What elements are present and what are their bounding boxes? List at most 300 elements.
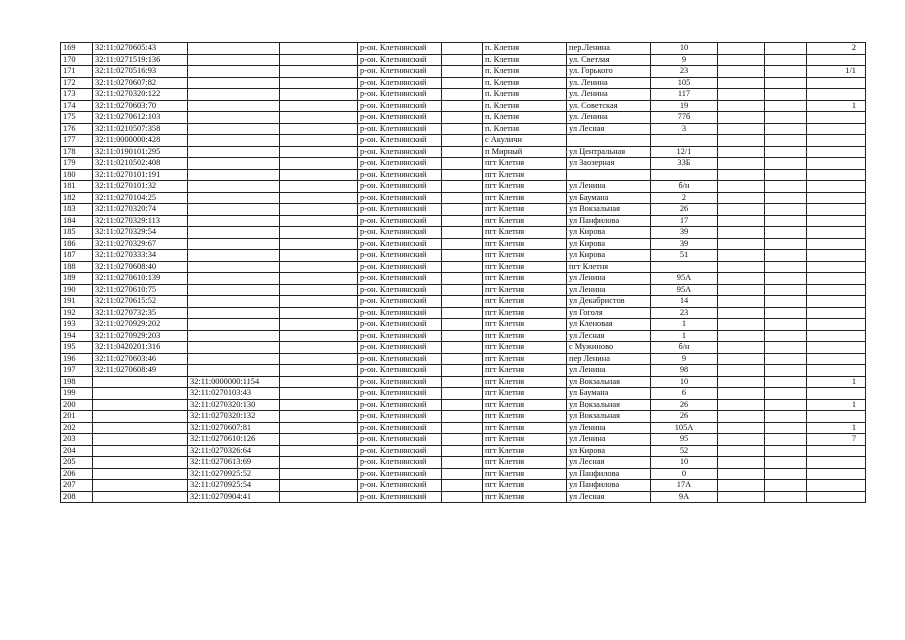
cell-blank-col-6 — [442, 342, 483, 354]
cell-note: 2 — [807, 43, 866, 55]
cell-note — [807, 89, 866, 101]
cell-cadastral-number-b — [188, 89, 280, 101]
cell-district: р-он. Клетнянский — [358, 227, 442, 239]
cell-settlement: пгт Клетня — [483, 434, 567, 446]
cell-street: ул Ленина — [567, 284, 651, 296]
cell-blank-col-4 — [280, 307, 358, 319]
cell-row-number: 208 — [61, 491, 93, 503]
cell-blank-col-4 — [280, 491, 358, 503]
cell-blank-col-6 — [442, 54, 483, 66]
cell-note — [807, 192, 866, 204]
cell-blank-col-11 — [765, 146, 807, 158]
table-row — [61, 135, 866, 147]
cell-blank-col-4 — [280, 445, 358, 457]
cell-house-number: 95 — [651, 434, 718, 446]
cell-blank-col-4 — [280, 146, 358, 158]
cell-cadastral-number-a: 32:11:0270101:191 — [93, 169, 188, 181]
cell-street: ул Кирова — [567, 227, 651, 239]
cell-cadastral-number-b — [188, 77, 280, 89]
cell-blank-col-10 — [718, 100, 765, 112]
cell-blank-col-10 — [718, 296, 765, 308]
cell-settlement: пгт Клетня — [483, 273, 567, 285]
cell-blank-col-11 — [765, 296, 807, 308]
cell-cadastral-number-b — [188, 238, 280, 250]
cell-cadastral-number-a — [93, 468, 188, 480]
cell-row-number: 186 — [61, 238, 93, 250]
cell-street: ул Гоголя — [567, 307, 651, 319]
cell-blank-col-6 — [442, 376, 483, 388]
cell-cadastral-number-a: 32:11:0270329:54 — [93, 227, 188, 239]
cell-cadastral-number-a: 32:11:0210507:358 — [93, 123, 188, 135]
cell-street: ул Кленовая — [567, 319, 651, 331]
cell-blank-col-10 — [718, 422, 765, 434]
cell-blank-col-4 — [280, 112, 358, 124]
cell-house-number: 1 — [651, 330, 718, 342]
cell-row-number: 188 — [61, 261, 93, 273]
cell-blank-col-6 — [442, 192, 483, 204]
cell-cadastral-number-b — [188, 66, 280, 78]
cell-house-number: 2 — [651, 192, 718, 204]
cell-cadastral-number-b: 32:11:0270326:64 — [188, 445, 280, 457]
cell-blank-col-11 — [765, 376, 807, 388]
cell-note — [807, 468, 866, 480]
cell-blank-col-4 — [280, 411, 358, 423]
cell-cadastral-number-b — [188, 342, 280, 354]
cell-house-number: 19 — [651, 100, 718, 112]
table-row — [61, 480, 866, 492]
cell-blank-col-11 — [765, 123, 807, 135]
cell-blank-col-4 — [280, 227, 358, 239]
cell-blank-col-6 — [442, 284, 483, 296]
cell-blank-col-4 — [280, 158, 358, 170]
cell-settlement: пгт Клетня — [483, 296, 567, 308]
cell-blank-col-6 — [442, 319, 483, 331]
cell-blank-col-4 — [280, 181, 358, 193]
cell-house-number: 17А — [651, 480, 718, 492]
cell-row-number: 187 — [61, 250, 93, 262]
cell-blank-col-6 — [442, 399, 483, 411]
cell-settlement: пгт Клетня — [483, 445, 567, 457]
cell-blank-col-11 — [765, 491, 807, 503]
cell-cadastral-number-b: 32:11:0000000:1154 — [188, 376, 280, 388]
cell-cadastral-number-a: 32:11:0270101:32 — [93, 181, 188, 193]
cell-note — [807, 169, 866, 181]
cell-street: ул. Ленина — [567, 89, 651, 101]
cell-settlement: пгт Клетня — [483, 399, 567, 411]
cell-note: 1 — [807, 422, 866, 434]
cell-cadastral-number-b — [188, 158, 280, 170]
cell-blank-col-10 — [718, 445, 765, 457]
cell-cadastral-number-b: 32:11:0270904:41 — [188, 491, 280, 503]
cell-cadastral-number-b — [188, 250, 280, 262]
cell-row-number: 172 — [61, 77, 93, 89]
table-row — [61, 169, 866, 181]
cell-blank-col-11 — [765, 204, 807, 216]
cell-blank-col-10 — [718, 457, 765, 469]
cell-blank-col-4 — [280, 66, 358, 78]
cell-blank-col-11 — [765, 330, 807, 342]
cell-cadastral-number-a: 32:11:0270603:46 — [93, 353, 188, 365]
cell-blank-col-11 — [765, 388, 807, 400]
cell-note — [807, 296, 866, 308]
table-row — [61, 192, 866, 204]
cell-street: ул Лесная — [567, 123, 651, 135]
cell-blank-col-10 — [718, 215, 765, 227]
cell-cadastral-number-a — [93, 422, 188, 434]
cell-district: р-он. Клетнянский — [358, 273, 442, 285]
cell-blank-col-4 — [280, 54, 358, 66]
cell-settlement: пгт Клетня — [483, 238, 567, 250]
cell-blank-col-11 — [765, 181, 807, 193]
cell-settlement: п. Клетня — [483, 54, 567, 66]
table-row — [61, 457, 866, 469]
cell-blank-col-6 — [442, 457, 483, 469]
cell-row-number: 190 — [61, 284, 93, 296]
cell-blank-col-10 — [718, 388, 765, 400]
cell-cadastral-number-a: 32:11:0270320:122 — [93, 89, 188, 101]
cell-district: р-он. Клетнянский — [358, 330, 442, 342]
cell-row-number: 201 — [61, 411, 93, 423]
cell-blank-col-10 — [718, 342, 765, 354]
cell-blank-col-6 — [442, 123, 483, 135]
cell-district: р-он. Клетнянский — [358, 54, 442, 66]
cell-house-number — [651, 169, 718, 181]
cell-district: р-он. Клетнянский — [358, 261, 442, 273]
cell-cadastral-number-a: 32:11:0270516:93 — [93, 66, 188, 78]
cell-house-number: 105А — [651, 422, 718, 434]
cell-blank-col-11 — [765, 250, 807, 262]
cell-street — [567, 169, 651, 181]
cell-row-number: 169 — [61, 43, 93, 55]
cell-blank-col-10 — [718, 284, 765, 296]
cell-cadastral-number-a: 32:11:0271519:136 — [93, 54, 188, 66]
cell-house-number: 117 — [651, 89, 718, 101]
cell-cadastral-number-a: 32:11:0270603:70 — [93, 100, 188, 112]
cell-row-number: 178 — [61, 146, 93, 158]
cell-note — [807, 457, 866, 469]
cell-blank-col-4 — [280, 399, 358, 411]
cell-blank-col-10 — [718, 273, 765, 285]
property-table — [60, 42, 866, 503]
cell-street: ул Кирова — [567, 250, 651, 262]
cell-cadastral-number-a: 32:11:0000000:428 — [93, 135, 188, 147]
cell-district: р-он. Клетнянский — [358, 89, 442, 101]
cell-street: ул Вокзальная — [567, 204, 651, 216]
cell-district: р-он. Клетнянский — [358, 100, 442, 112]
cell-note — [807, 261, 866, 273]
cell-cadastral-number-a — [93, 434, 188, 446]
cell-district: р-он. Клетнянский — [358, 491, 442, 503]
cell-blank-col-4 — [280, 192, 358, 204]
cell-note — [807, 215, 866, 227]
cell-blank-col-10 — [718, 468, 765, 480]
cell-row-number: 180 — [61, 169, 93, 181]
cell-settlement: пгт Клетня — [483, 457, 567, 469]
cell-district: р-он. Клетнянский — [358, 192, 442, 204]
table-row — [61, 273, 866, 285]
cell-cadastral-number-b: 32:11:0270613:69 — [188, 457, 280, 469]
cell-blank-col-6 — [442, 445, 483, 457]
cell-cadastral-number-a: 32:11:0270615:52 — [93, 296, 188, 308]
table-row — [61, 261, 866, 273]
cell-cadastral-number-b — [188, 296, 280, 308]
cell-cadastral-number-b: 32:11:0270103:43 — [188, 388, 280, 400]
cell-street: ул Ленина — [567, 273, 651, 285]
cell-cadastral-number-a: 32:11:0210502:408 — [93, 158, 188, 170]
cell-blank-col-11 — [765, 66, 807, 78]
cell-row-number: 183 — [61, 204, 93, 216]
cell-blank-col-4 — [280, 261, 358, 273]
cell-note — [807, 181, 866, 193]
cell-blank-col-10 — [718, 365, 765, 377]
cell-street: ул Центральная — [567, 146, 651, 158]
table-row — [61, 411, 866, 423]
cell-note — [807, 54, 866, 66]
cell-blank-col-6 — [442, 330, 483, 342]
cell-blank-col-11 — [765, 89, 807, 101]
cell-blank-col-4 — [280, 215, 358, 227]
cell-blank-col-4 — [280, 250, 358, 262]
cell-blank-col-4 — [280, 376, 358, 388]
cell-street: ул Баумана — [567, 388, 651, 400]
cell-row-number: 202 — [61, 422, 93, 434]
cell-district: р-он. Клетнянский — [358, 77, 442, 89]
cell-note — [807, 491, 866, 503]
cell-note — [807, 353, 866, 365]
cell-cadastral-number-b — [188, 181, 280, 193]
cell-settlement: пгт Клетня — [483, 330, 567, 342]
cell-blank-col-10 — [718, 491, 765, 503]
cell-cadastral-number-b — [188, 54, 280, 66]
cell-house-number: 51 — [651, 250, 718, 262]
cell-settlement: пгт Клетня — [483, 169, 567, 181]
cell-blank-col-11 — [765, 135, 807, 147]
cell-cadastral-number-b — [188, 192, 280, 204]
table-row — [61, 330, 866, 342]
cell-note: 1/1 — [807, 66, 866, 78]
table-row — [61, 307, 866, 319]
cell-note — [807, 204, 866, 216]
cell-street: ул Кирова — [567, 445, 651, 457]
cell-row-number: 177 — [61, 135, 93, 147]
table-row — [61, 434, 866, 446]
cell-blank-col-4 — [280, 330, 358, 342]
cell-street: ул Вокзальная — [567, 411, 651, 423]
table-body — [61, 43, 866, 503]
cell-settlement: п Мирный — [483, 146, 567, 158]
cell-cadastral-number-a: 32:11:0270929:203 — [93, 330, 188, 342]
cell-cadastral-number-a: 32:11:0420201:316 — [93, 342, 188, 354]
cell-blank-col-4 — [280, 238, 358, 250]
cell-district: р-он. Клетнянский — [358, 123, 442, 135]
cell-district: р-он. Клетнянский — [358, 146, 442, 158]
table-row — [61, 158, 866, 170]
cell-cadastral-number-a: 32:11:0270607:82 — [93, 77, 188, 89]
cell-street: ул Ленина — [567, 365, 651, 377]
cell-street: ул. Светлая — [567, 54, 651, 66]
cell-house-number: 52 — [651, 445, 718, 457]
cell-cadastral-number-a — [93, 491, 188, 503]
cell-note — [807, 123, 866, 135]
cell-blank-col-10 — [718, 89, 765, 101]
cell-note — [807, 411, 866, 423]
cell-district: р-он. Клетнянский — [358, 158, 442, 170]
table-row — [61, 422, 866, 434]
cell-blank-col-6 — [442, 388, 483, 400]
cell-house-number: 26 — [651, 399, 718, 411]
cell-row-number: 181 — [61, 181, 93, 193]
cell-row-number: 198 — [61, 376, 93, 388]
cell-house-number: 10 — [651, 376, 718, 388]
cell-cadastral-number-a: 32:11:0270732:35 — [93, 307, 188, 319]
cell-settlement: пгт Клетня — [483, 204, 567, 216]
cell-row-number: 200 — [61, 399, 93, 411]
cell-blank-col-10 — [718, 330, 765, 342]
table-row — [61, 77, 866, 89]
cell-settlement: пгт Клетня — [483, 342, 567, 354]
cell-blank-col-6 — [442, 89, 483, 101]
cell-house-number: 105 — [651, 77, 718, 89]
cell-cadastral-number-b — [188, 135, 280, 147]
cell-district: р-он. Клетнянский — [358, 66, 442, 78]
cell-street: ул Лесная — [567, 491, 651, 503]
cell-blank-col-4 — [280, 43, 358, 55]
cell-row-number: 196 — [61, 353, 93, 365]
cell-blank-col-10 — [718, 66, 765, 78]
cell-note: 1 — [807, 100, 866, 112]
cell-settlement: пгт Клетня — [483, 307, 567, 319]
cell-blank-col-10 — [718, 480, 765, 492]
cell-blank-col-6 — [442, 169, 483, 181]
cell-row-number: 199 — [61, 388, 93, 400]
cell-settlement: п. Клетня — [483, 89, 567, 101]
cell-row-number: 179 — [61, 158, 93, 170]
cell-row-number: 170 — [61, 54, 93, 66]
table-row — [61, 123, 866, 135]
cell-cadastral-number-b: 32:11:0270925:52 — [188, 468, 280, 480]
cell-blank-col-6 — [442, 307, 483, 319]
cell-street: пгт Клетня — [567, 261, 651, 273]
cell-district: р-он. Клетнянский — [358, 204, 442, 216]
cell-note — [807, 330, 866, 342]
cell-blank-col-11 — [765, 353, 807, 365]
cell-cadastral-number-b: 32:11:0270925:54 — [188, 480, 280, 492]
cell-street — [567, 135, 651, 147]
cell-settlement: п. Клетня — [483, 123, 567, 135]
cell-street: ул Ленина — [567, 181, 651, 193]
cell-district: р-он. Клетнянский — [358, 342, 442, 354]
table-row — [61, 43, 866, 55]
cell-row-number: 173 — [61, 89, 93, 101]
cell-district: р-он. Клетнянский — [358, 135, 442, 147]
cell-cadastral-number-b — [188, 227, 280, 239]
cell-street: ул Лесная — [567, 457, 651, 469]
cell-row-number: 171 — [61, 66, 93, 78]
cell-note — [807, 319, 866, 331]
table-row — [61, 112, 866, 124]
cell-row-number: 206 — [61, 468, 93, 480]
cell-settlement: пгт Клетня — [483, 284, 567, 296]
cell-blank-col-10 — [718, 353, 765, 365]
cell-district: р-он. Клетнянский — [358, 215, 442, 227]
cell-blank-col-6 — [442, 365, 483, 377]
table-row — [61, 319, 866, 331]
cell-cadastral-number-b — [188, 112, 280, 124]
cell-blank-col-6 — [442, 273, 483, 285]
cell-house-number: б/н — [651, 342, 718, 354]
cell-settlement: пгт Клетня — [483, 250, 567, 262]
table-row — [61, 100, 866, 112]
cell-street: ул Вокзальная — [567, 399, 651, 411]
cell-blank-col-6 — [442, 250, 483, 262]
cell-cadastral-number-b: 32:11:0270320:130 — [188, 399, 280, 411]
cell-blank-col-11 — [765, 307, 807, 319]
cell-note — [807, 112, 866, 124]
cell-street: ул. Советская — [567, 100, 651, 112]
cell-house-number: 3 — [651, 123, 718, 135]
table-row — [61, 296, 866, 308]
cell-district: р-он. Клетнянский — [358, 169, 442, 181]
cell-blank-col-10 — [718, 77, 765, 89]
cell-house-number — [651, 135, 718, 147]
cell-row-number: 197 — [61, 365, 93, 377]
cell-blank-col-6 — [442, 66, 483, 78]
cell-cadastral-number-a — [93, 445, 188, 457]
cell-blank-col-4 — [280, 123, 358, 135]
cell-blank-col-6 — [442, 215, 483, 227]
cell-house-number: б/н — [651, 181, 718, 193]
cell-cadastral-number-a: 32:11:0270608:40 — [93, 261, 188, 273]
cell-cadastral-number-b — [188, 353, 280, 365]
cell-district: р-он. Клетнянский — [358, 238, 442, 250]
cell-blank-col-10 — [718, 319, 765, 331]
cell-note — [807, 307, 866, 319]
cell-cadastral-number-b: 32:11:0270610:126 — [188, 434, 280, 446]
cell-street: ул Ленина — [567, 422, 651, 434]
cell-note: 1 — [807, 399, 866, 411]
cell-house-number: 95А — [651, 273, 718, 285]
cell-district: р-он. Клетнянский — [358, 445, 442, 457]
cell-settlement: пгт Клетня — [483, 319, 567, 331]
cell-blank-col-10 — [718, 307, 765, 319]
cell-settlement: пгт Клетня — [483, 491, 567, 503]
cell-blank-col-6 — [442, 411, 483, 423]
cell-blank-col-11 — [765, 238, 807, 250]
table-row — [61, 388, 866, 400]
cell-house-number: 77б — [651, 112, 718, 124]
cell-note — [807, 227, 866, 239]
cell-blank-col-10 — [718, 399, 765, 411]
cell-district: р-он. Клетнянский — [358, 376, 442, 388]
cell-blank-col-10 — [718, 227, 765, 239]
cell-blank-col-11 — [765, 342, 807, 354]
cell-blank-col-4 — [280, 480, 358, 492]
cell-row-number: 204 — [61, 445, 93, 457]
cell-house-number: 39 — [651, 238, 718, 250]
cell-note — [807, 135, 866, 147]
cell-blank-col-10 — [718, 158, 765, 170]
cell-blank-col-11 — [765, 261, 807, 273]
cell-blank-col-6 — [442, 181, 483, 193]
cell-street: ул Панфилова — [567, 468, 651, 480]
cell-cadastral-number-b — [188, 215, 280, 227]
cell-cadastral-number-b — [188, 284, 280, 296]
cell-settlement: пгт Клетня — [483, 480, 567, 492]
cell-settlement: п. Клетня — [483, 66, 567, 78]
cell-district: р-он. Клетнянский — [358, 422, 442, 434]
cell-house-number: 9 — [651, 353, 718, 365]
table-row — [61, 227, 866, 239]
